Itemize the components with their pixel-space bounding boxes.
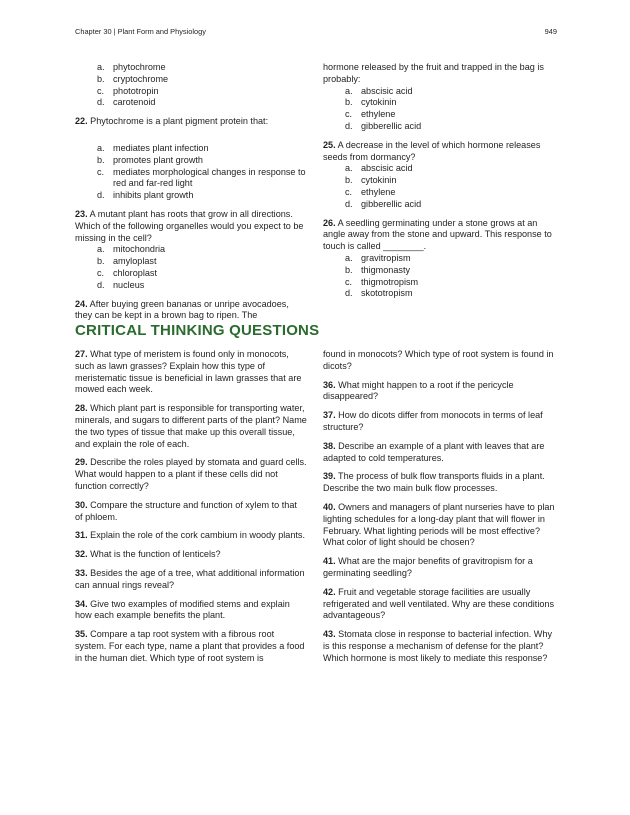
question-30: 30. Compare the structure and function of xylem to that of phloem. [75,499,297,522]
option-item: a. abscisic acid [345,85,413,96]
question-38: 38. Describe an example of a plant with leaves that are adapted to cold temperatures. [323,440,545,463]
question-35: 35. Compare a tap root system with a fibrous root system. For each type, name a plant that provides a food in the human diet. Which type of root system is [75,629,305,663]
chapter-title: Chapter 30 | Plant Form and Physiology [75,27,206,36]
column-top-left [75,62,307,329]
option-item: c. ethylene [345,186,396,197]
option-item: b. cryptochrome [97,73,169,84]
question-36: 36. What might happen to a root if the pericycle disappeared? [323,379,514,402]
question-27: 27. What type of meristem is found only in monocots, such as lawn grasses? Explain how this type of meristematic tissue is beneficial in lawn grasses that are mowed each week. [75,349,302,395]
option-item: b. cytokinin [345,175,397,186]
question-39: 39. The process of bulk flow transports fluids in a plant. Describe the two main bulk flow processes. [323,471,545,494]
option-item: c. thigmotropism [345,276,419,287]
question-23: 23. A mutant plant has roots that grow in all directions. Which of the following organelles would you expect to be missing in the cell? [75,208,304,243]
q24-options [323,86,555,133]
question-41: 41. What are the major benefits of gravitropism for a germinating seedling? [323,556,533,578]
section-heading: CRITICAL THINKING QUESTIONS [75,322,320,339]
option-item: c. ethylene [345,109,396,120]
question-33: 33. Besides the age of a tree, what additional information can annual rings reveal? [75,567,305,590]
option-item: b. thigmonasty [345,264,411,275]
option-item: b. cytokinin [345,97,397,108]
q23-options [75,244,307,291]
option-item: d. skototropism [345,288,413,299]
question-24-continued: hormone released by the fruit and trapped in the bag is probably: [323,62,544,84]
option-item: a. mitochondria [97,244,166,255]
q25-options [323,163,555,210]
option-item: d. carotenoid [97,97,156,108]
q22-options [75,143,307,202]
question-24: 24. After buying green bananas or unripe avocadoes, they can be kept in a brown bag to ripen. The [75,298,289,321]
question-43: 43. Stomata close in response to bacterial infection. Why is this response a mechanism of defense for the plant? Which hormone is most likely to mediate this response? [323,629,552,663]
question-35-continued: found in monocots? Which type of root system is found in dicots? [323,349,554,371]
option-item: a. gravitropism [345,252,411,263]
question-31: 31. Explain the role of the cork cambium in woody plants. [75,530,306,541]
question-26: 26. A seedling germinating under a stone grows at an angle away from the stone and upward. This response to touch is called ________. [323,217,552,252]
option-item: a. phytochrome [97,62,166,72]
option-item: c. phototropin [97,85,159,96]
option-item: a. mediates plant infection [97,142,209,153]
option-item: c. mediates morphological changes in response to red and far-red light [97,166,306,189]
question-34: 34. Give two examples of modified stems and explain how each example benefits the plant. [75,598,290,621]
option-item: d. gibberellic acid [345,198,422,209]
question-22: 22. Phytochrome is a plant pigment protein that: [75,116,269,127]
q21-options [75,62,307,109]
option-item: d. nucleus [97,279,145,290]
column-top-right [323,62,555,307]
option-item: d. inhibits plant growth [97,190,194,201]
page-number: 949 [544,27,557,36]
question-32: 32. What is the function of lenticels? [75,549,221,560]
option-item: c. chloroplast [97,267,157,278]
q26-options [323,253,555,300]
option-item: b. amyloplast [97,256,157,267]
question-40: 40. Owners and managers of plant nurseries have to plan lighting schedules for a long-day plant that will flower in February. What lighting periods will be most effective? What color of light should be chosen? [323,501,555,548]
option-item: d. gibberellic acid [345,120,422,131]
option-item: a. abscisic acid [345,163,413,174]
column-bottom-left [75,349,307,672]
question-29: 29. Describe the roles played by stomata and guard cells. What would happen to a plant if these cells did not function correctly? [75,457,307,491]
column-bottom-right [323,349,555,672]
question-28: 28. Which plant part is responsible for transporting water, minerals, and sugars to different parts of the plant? Name the two types of tissue that make up this overall tissue, and explain the role of each. [75,403,307,449]
question-37: 37. How do dicots differ from monocots in terms of leaf structure? [323,410,543,432]
question-25: 25. A decrease in the level of which hormone releases seeds from dormancy? [323,139,541,162]
option-item: b. promotes plant growth [97,154,203,165]
page-header [75,27,557,39]
question-42: 42. Fruit and vegetable storage facilities are usually refrigerated and well ventilated. Why are these conditions advantageous? [323,586,555,621]
